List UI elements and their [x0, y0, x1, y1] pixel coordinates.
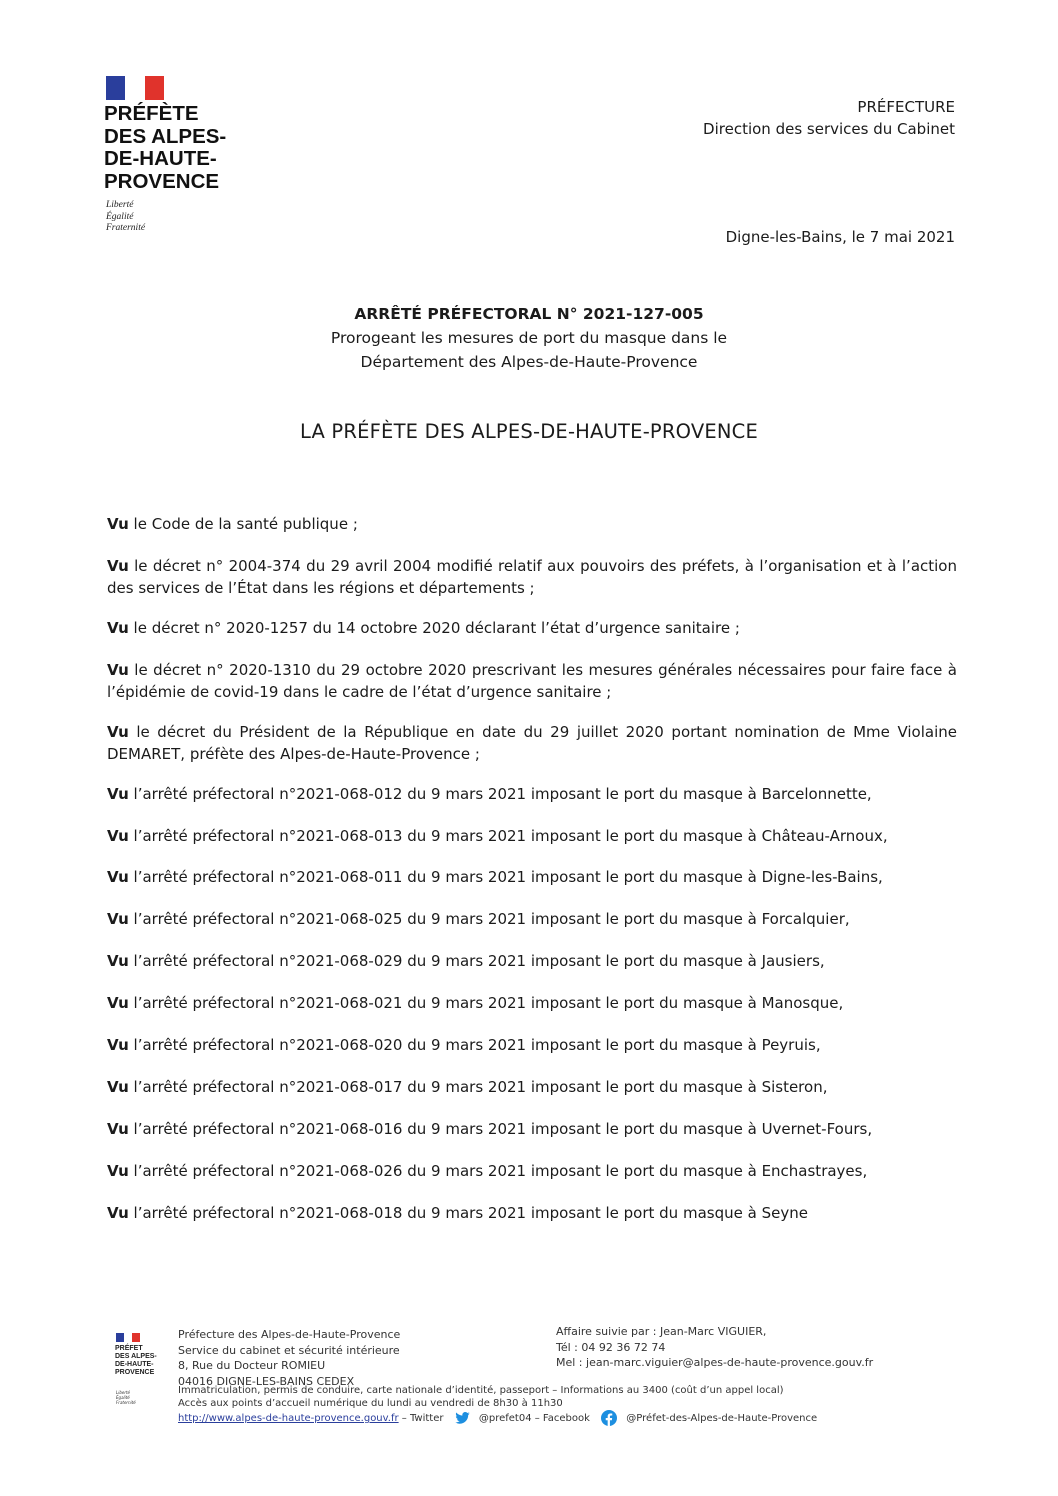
- vu-keyword: Vu: [107, 515, 129, 533]
- consideration-item: [107, 660, 957, 703]
- issuing-office: [703, 96, 955, 140]
- motto-line: Égalité: [106, 211, 134, 222]
- consideration-text: l’arrêté préfectoral n°2021-068-016 du 9 mars 2021 imposant le port du masque à Uvernet-Fours,: [128, 1119, 873, 1138]
- decree-title: [0, 302, 1058, 374]
- consideration-item: [107, 722, 957, 765]
- contact-line: Tél : 04 92 36 72 74: [556, 1340, 666, 1354]
- consideration-text: le décret n° 2020-1310 du 29 octobre 2020 prescrivant les mesures générales nécessaires pour faire face à l’épidémie de covid-19 dans le cadre de l’état d’urgence sanitaire ;: [107, 661, 957, 701]
- consideration-item: [107, 826, 957, 848]
- consideration-text: le décret du Président de la République en date du 29 juillet 2020 portant nomination de Mme Violaine DEMARET, préfète des Alpes-de-Haute-Provence ;: [107, 723, 957, 763]
- consideration-item: [107, 1161, 957, 1183]
- motto-line: Fraternité: [106, 223, 146, 233]
- consideration-text: l’arrêté préfectoral n°2021-068-012 du 9 mars 2021 imposant le port du masque à Barcelonnette,: [128, 785, 872, 803]
- vu-keyword: Vu: [107, 557, 129, 575]
- footer-logo-line: DE-HAUTE-: [115, 1361, 154, 1368]
- vu-keyword: Vu: [107, 827, 129, 845]
- footer-motto-line: Fraternité: [116, 1400, 136, 1405]
- footer-access-line: Accès aux points d’accueil numérique du lundi au vendredi de 8h30 à 11h30: [178, 1398, 563, 1409]
- consideration-text: l’arrêté préfectoral n°2021-068-013 du 9 mars 2021 imposant le port du masque à Château-Arnoux,: [128, 827, 888, 845]
- logo-line: DE-HAUTE-: [104, 147, 217, 170]
- consideration-text: le décret n° 2020-1257 du 14 octobre 2020 déclarant l’état d’urgence sanitaire ;: [128, 619, 740, 637]
- consideration-text: l’arrêté préfectoral n°2021-068-021 du 9 mars 2021 imposant le port du masque à Manosque,: [128, 993, 844, 1012]
- consideration-item: [107, 618, 957, 640]
- consideration-text: l’arrêté préfectoral n°2021-068-029 du 9 mars 2021 imposant le port du masque à Jausiers,: [128, 951, 825, 970]
- footer-flag-logo: [116, 1333, 140, 1342]
- consideration-text: l’arrêté préfectoral n°2021-068-025 du 9 mars 2021 imposant le port du masque à Forcalquier,: [128, 909, 850, 928]
- consideration-text: l’arrêté préfectoral n°2021-068-026 du 9 mars 2021 imposant le port du masque à Enchastrayes,: [128, 1161, 868, 1180]
- consideration-text: le Code de la santé publique ;: [128, 515, 358, 533]
- consideration-item: [107, 784, 957, 806]
- consideration-text: le décret n° 2004-374 du 29 avril 2004 modifié relatif aux pouvoirs des préfets, à l’organisation et à l’action des services de l’État dans les régions et départements ;: [107, 557, 957, 597]
- republic-flag-logo: [106, 76, 164, 100]
- vu-keyword: Vu: [107, 909, 129, 928]
- footer-motto-line: Égalité: [116, 1395, 130, 1400]
- footer-social-links: [178, 1410, 817, 1426]
- consideration-item: [107, 556, 957, 599]
- vu-keyword: Vu: [107, 661, 129, 679]
- consideration-item: [107, 1119, 957, 1141]
- address-line: 8, Rue du Docteur ROMIEU: [178, 1359, 326, 1372]
- footer-logo-line: PROVENCE: [115, 1369, 155, 1376]
- vu-keyword: Vu: [107, 1161, 129, 1180]
- vu-keyword: Vu: [107, 619, 129, 637]
- vu-keyword: Vu: [107, 785, 129, 803]
- decree-subtitle-line: Département des Alpes-de-Haute-Provence: [360, 353, 698, 371]
- footer-motto-line: Liberté: [116, 1390, 131, 1395]
- prefecture-logo-name: [104, 103, 274, 193]
- consideration-text: l’arrêté préfectoral n°2021-068-020 du 9 mars 2021 imposant le port du masque à Peyruis,: [128, 1035, 821, 1054]
- twitter-label: – Twitter: [398, 1413, 444, 1424]
- consideration-item: [107, 1077, 957, 1099]
- twitter-handle[interactable]: @prefet04 – Facebook: [478, 1413, 590, 1424]
- contact-email[interactable]: Mel : jean-marc.viguier@alpes-de-haute-provence.gouv.fr: [556, 1356, 874, 1369]
- vu-keyword: Vu: [107, 951, 129, 970]
- facebook-handle[interactable]: @Préfet-des-Alpes-de-Haute-Provence: [626, 1413, 818, 1424]
- address-line: Préfecture des Alpes-de-Haute-Provence: [178, 1328, 401, 1341]
- consideration-item: [107, 867, 957, 889]
- direction-name: Direction des services du Cabinet: [703, 120, 955, 138]
- consideration-text: l’arrêté préfectoral n°2021-068-011 du 9 mars 2021 imposant le port du masque à Digne-les-Bains,: [128, 867, 883, 886]
- motto-line: Liberté: [106, 200, 134, 210]
- twitter-icon[interactable]: [455, 1412, 470, 1424]
- consideration-item: [107, 1035, 957, 1057]
- consideration-item: [107, 909, 957, 931]
- vu-keyword: Vu: [107, 867, 129, 886]
- decree-number: ARRÊTÉ PRÉFECTORAL N° 2021-127-005: [354, 305, 704, 323]
- consideration-item: [107, 1203, 957, 1225]
- logo-line: DES ALPES-: [104, 124, 227, 148]
- office-name: PRÉFECTURE: [857, 98, 955, 116]
- logo-line: PRÉFÈTE: [104, 102, 199, 125]
- website-link[interactable]: http://www.alpes-de-haute-provence.gouv.fr: [178, 1413, 399, 1424]
- footer-logo-name: [115, 1345, 175, 1377]
- address-line: Service du cabinet et sécurité intérieure: [178, 1343, 400, 1357]
- consideration-text: l’arrêté préfectoral n°2021-068-017 du 9 mars 2021 imposant le port du masque à Sisteron,: [128, 1077, 828, 1096]
- place-and-date: Digne-les-Bains, le 7 mai 2021: [725, 228, 955, 246]
- footer-address: [178, 1327, 400, 1389]
- consideration-item: [107, 514, 957, 536]
- issuing-authority: LA PRÉFÈTE DES ALPES-DE-HAUTE-PROVENCE: [299, 420, 759, 443]
- decree-subtitle-line: Prorogeant les mesures de port du masque dans le: [330, 329, 728, 347]
- vu-keyword: Vu: [107, 1077, 129, 1096]
- facebook-icon[interactable]: [601, 1410, 617, 1426]
- vu-keyword: Vu: [107, 723, 129, 741]
- consideration-item: [107, 993, 957, 1015]
- footer-contact: [556, 1324, 873, 1371]
- footer-logo-line: PRÉFET: [115, 1345, 143, 1352]
- consideration-item: [107, 951, 957, 973]
- footer-logo-line: DES ALPES-: [115, 1353, 157, 1360]
- footer-info-line: Immatriculation, permis de conduire, carte nationale d’identité, passeport – Informations au 3400 (coût d’un appel local): [178, 1385, 784, 1396]
- contact-line: Affaire suivie par : Jean-Marc VIGUIER,: [556, 1325, 767, 1338]
- logo-line: PROVENCE: [104, 169, 220, 193]
- republic-motto: [106, 200, 226, 235]
- considerations-list: [107, 514, 957, 1245]
- consideration-text: l’arrêté préfectoral n°2021-068-018 du 9 mars 2021 imposant le port du masque à Seyne: [128, 1203, 808, 1222]
- address-line: 04016 DIGNE-LES-BAINS CEDEX: [178, 1374, 355, 1388]
- footer-motto: [116, 1390, 136, 1405]
- vu-keyword: Vu: [107, 993, 129, 1012]
- vu-keyword: Vu: [107, 1119, 129, 1138]
- vu-keyword: Vu: [107, 1203, 129, 1222]
- vu-keyword: Vu: [107, 1035, 129, 1054]
